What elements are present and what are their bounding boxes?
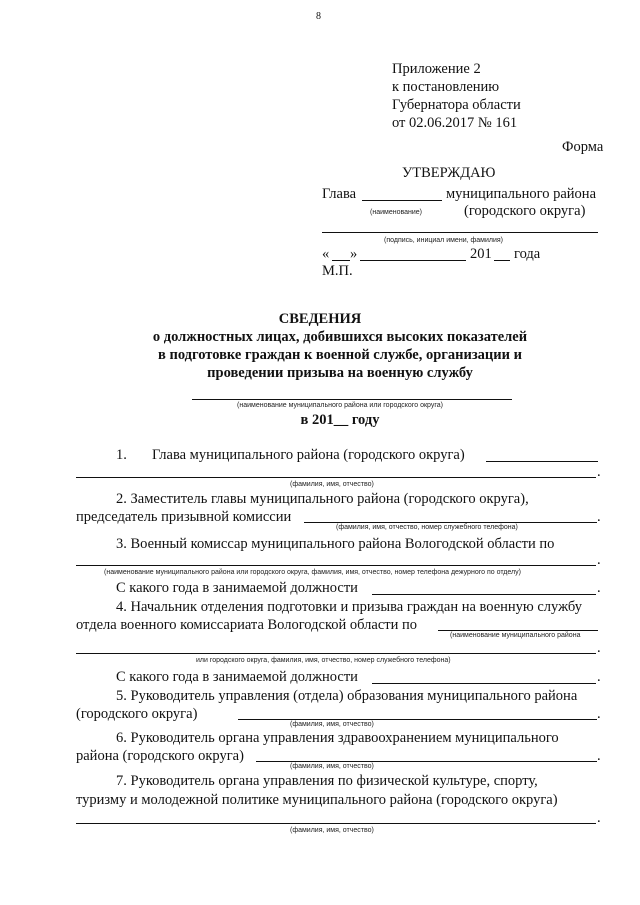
head-name-line	[362, 200, 442, 201]
date-year-line	[494, 260, 510, 261]
date-quote-open: «	[322, 246, 330, 262]
item-2-line-1: 2. Заместитель главы муниципального района (городского округа),	[116, 491, 529, 507]
doc-subtitle-1: о должностных лицах, добившихся высоких показателей	[152, 329, 528, 345]
item-4-caption-2: или городского округа, фамилия, имя, отчество, номер служебного телефона)	[196, 657, 451, 664]
item-6-caption: (фамилия, имя, отчество)	[290, 763, 374, 770]
item-5-line-2: (городского округа)	[76, 706, 198, 722]
item-6-line-1: 6. Руководитель органа управления здравоохранением муниципального	[116, 730, 559, 746]
item-7-period: .	[597, 810, 601, 826]
item-4-since-period: .	[597, 669, 601, 685]
item-1-period: .	[597, 464, 601, 480]
item-7-line-2: туризму и молодежной политике муниципального района (городского округа)	[76, 792, 558, 808]
item-7-fill-line	[76, 823, 596, 824]
date-quote-close: »	[350, 246, 358, 262]
item-4-fill-line-a	[438, 630, 598, 631]
item-3-line-1: 3. Военный комиссар муниципального района Вологодской области по	[116, 536, 555, 552]
municipality-line	[192, 399, 512, 400]
item-1-line-b	[76, 477, 596, 478]
item-4-line-1: 4. Начальник отделения подготовки и призыва граждан на военную службу	[116, 599, 582, 615]
item-5-caption: (фамилия, имя, отчество)	[290, 721, 374, 728]
item-3-since: С какого года в занимаемой должности	[116, 580, 358, 596]
item-3-caption: (наименование муниципального района или городского округа, фамилия, имя, отчество, номер телефона дежурного по отделу)	[104, 569, 521, 576]
doc-subtitle-2: в подготовке граждан к военной службе, организации и	[158, 347, 522, 363]
approve-glava: Глава	[322, 186, 357, 202]
item-2-line-2: председатель призывной комиссии	[76, 509, 292, 525]
item-2-caption: (фамилия, имя, отчество, номер служебного телефона)	[336, 524, 518, 531]
date-year: 201	[470, 246, 492, 262]
item-4-since: С какого года в занимаемой должности	[116, 669, 358, 685]
item-7-caption: (фамилия, имя, отчество)	[290, 827, 374, 834]
item-5-fill-line	[238, 719, 597, 720]
item-6-fill-line	[256, 761, 597, 762]
appendix-line-2: к постановлению	[392, 79, 500, 95]
appendix-line-1: Приложение 2	[392, 61, 481, 77]
doc-year: в 201__ году	[300, 412, 380, 428]
item-3-fill-line	[76, 565, 596, 566]
item-5-period: .	[597, 706, 601, 722]
item-4-caption-1: (наименование муниципального района	[450, 632, 581, 639]
item-4-fill-line-b	[76, 653, 596, 654]
date-goda: года	[514, 246, 541, 262]
item-4-period: .	[597, 640, 601, 656]
item-3-since-period: .	[597, 580, 601, 596]
item-4-line-2: отдела военного комиссариата Вологодской области по	[76, 617, 417, 633]
item-3-since-line	[372, 594, 596, 595]
municipality-caption: (наименование муниципального района или городского округа)	[237, 402, 443, 409]
page-number: 8	[316, 11, 321, 22]
item-1-number: 1.	[116, 447, 127, 463]
doc-title: СВЕДЕНИЯ	[278, 311, 362, 327]
item-1-text: Глава муниципального района (городского округа)	[152, 447, 465, 463]
item-1-line-a	[486, 461, 598, 462]
item-2-period: .	[597, 509, 601, 525]
date-day-line	[332, 260, 350, 261]
appendix-line-4: от 02.06.2017 № 161	[392, 115, 518, 131]
item-3-period: .	[597, 552, 601, 568]
approve-gorod: (городского округа)	[464, 203, 586, 219]
item-2-fill-line	[304, 522, 597, 523]
item-1-caption: (фамилия, имя, отчество)	[290, 481, 374, 488]
form-label: Форма	[562, 139, 604, 155]
item-5-line-1: 5. Руководитель управления (отдела) образования муниципального района	[116, 688, 578, 704]
mp-label: М.П.	[322, 263, 353, 279]
naimenovanie-caption: (наименование)	[370, 209, 422, 216]
date-month-line	[360, 260, 466, 261]
approve-heading: УТВЕРЖДАЮ	[402, 165, 496, 181]
approve-municipal: муниципального района	[446, 186, 596, 202]
item-4-since-line	[372, 683, 596, 684]
doc-subtitle-3: проведении призыва на военную службу	[207, 365, 473, 381]
item-6-line-2: района (городского округа)	[76, 748, 244, 764]
appendix-line-3: Губернатора области	[392, 97, 521, 113]
item-6-period: .	[597, 748, 601, 764]
signature-line	[322, 232, 598, 233]
item-7-line-1: 7. Руководитель органа управления по физической культуре, спорту,	[116, 773, 538, 789]
signature-caption: (подпись, инициал имени, фамилия)	[384, 237, 503, 244]
